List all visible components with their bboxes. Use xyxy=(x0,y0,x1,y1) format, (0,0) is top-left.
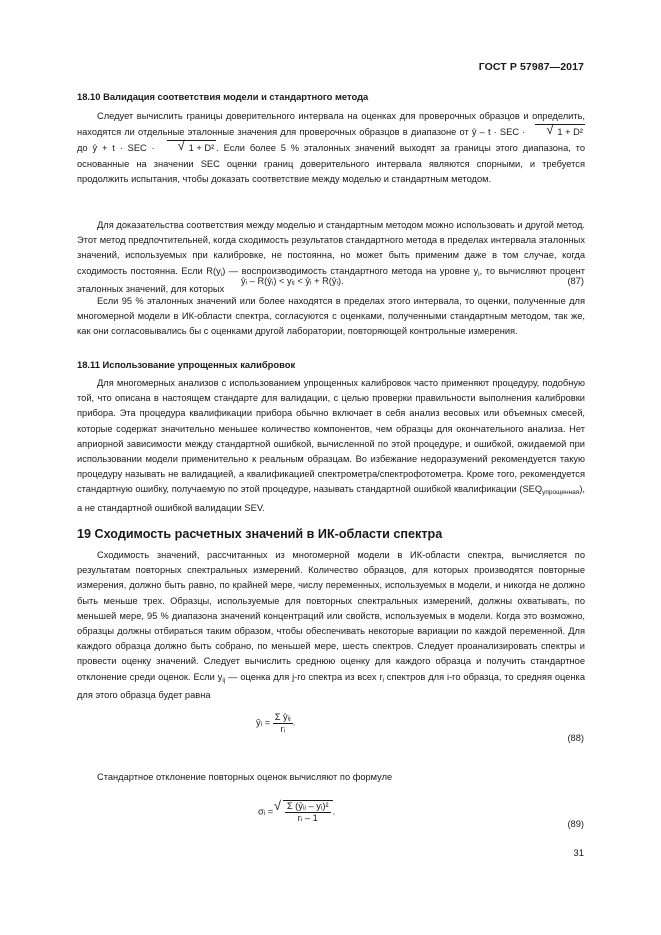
para-text-cont: ) — воспроизводимость стандартного метода на уровне y xyxy=(222,265,479,276)
eq88-fraction xyxy=(273,712,293,734)
eq89-numerator: √ Σ (ȳᵢⱼ – yᵢ)² xyxy=(286,801,329,811)
subscript: i xyxy=(220,270,223,278)
subscript: ij xyxy=(222,676,226,684)
para-text-cont-2: , то вычисляют процент эталонных значений, для которых xyxy=(77,265,586,294)
para-text: Сходимость значений, рассчитанных из многомерной модели в ИК-области спектра, вычисляется по результатам повторных спектральных измерений. Количество образцов, для которых производятся повторные измерения, должно быть равно, по крайней мере, числу переменных, используемых в модели, и никогда не должно быть меньше трех. Образцы, используемые для повторных спектральных измерений, должны охватывать, по меньшей мере, 95 % диапазона значений концентраций или свойств, используемых в модели. Когда это возможно, образцы должны отбираться таким образом, чтобы обеспечивать некоторые вариации по каждой переменной. Для каждого образца должно быть собрано, по меньшей мере, шесть спектров. Следует проанализировать спектры и провести оценку значений. Следует вычислить среднюю оценку для каждого образца и получить стандартное отклонение среди оценок. Если y xyxy=(77,550,585,682)
formula-radical: √ 1 + D² xyxy=(535,124,585,140)
para-text: Следует вычислить границы доверительного интервала на оценках для проверочных образцов и определить, находятся ли отдельные эталонные значения для проверочных образцов в диапазоне от xyxy=(77,111,585,138)
equation-87-number: (87) xyxy=(567,276,584,286)
subscript: i xyxy=(382,676,384,684)
eq88-lhs: ȳᵢ = xyxy=(256,717,271,728)
section-18-10-para-3: Если 95 % эталонных значений или более находятся в пределах этого интервала, то оценки, полученные для многомерной модели в ИК-области спектра, согласуются с оценками, полученными стандартным методом, так же, как они согласовывались бы с оценками другой лаборатории, повторяющей контрольные измерения. xyxy=(77,296,585,337)
section-19-para-2: Стандартное отклонение повторных оценок вычисляют по формуле xyxy=(97,772,393,782)
para-text-cont: . Если более 5 % эталонных значений выходят за границы этого диапазона, то основанные на значении SEC оценки границ доверительного интервала являются спорными, и требуется продолжить испытания, чтобы доказать соответствие между моделью и стандартным методом. xyxy=(77,143,586,184)
para-text: Для доказательства соответствия между моделью и стандартным методом можно использовать и другой метод. Этот метод предпочтительней, когда сходимость результатов стандартного метода в пределах интервала эталонных значений, используемых при калибровке, не постоянна, но может быть применим даже в том случае, когда сходимость постоянна. Если R(y xyxy=(77,220,585,276)
eq89-denominator: rᵢ – 1 xyxy=(297,813,318,823)
eq88-denominator: rᵢ xyxy=(280,724,286,734)
page-number: 31 xyxy=(573,848,584,859)
subscript: i xyxy=(478,270,480,278)
eq89-radical xyxy=(283,800,333,823)
equation-88: ȳᵢ = $\frac{\text{Σ ŷᵢⱼ}}{\text{rᵢ}}$ . xyxy=(256,712,296,734)
eq89-lhs: σᵢ = xyxy=(258,806,274,817)
section-18-11-title: 18.11 Использование упрощенных калибровок xyxy=(77,359,296,370)
equation-88-number: (88) xyxy=(567,733,584,743)
para-text: Для многомерных анализов с использованием упрощенных калибровок часто применяют процедуру, подобную той, что описана в настоящем стандарте для валидации, с целью проверки правильности выполнения калибровки прибора. Эта процедура квалификации прибора обычно включает в себя анализ весовых или объемных смесей, которые содержат значительно меньшее количество компонентов, чем образцы для окончательного анализа. Нет априорной зависимости между стандартной ошибкой, вычисленной по этой процедуре, и ошибкой, ожидаемой при использовании модели применительно к реальным образцам. Во избежание недоразумений рекомендуется такую процедуру называть не валидацией, а квалификацией спектрометра/спектрофотометра. Кроме того, рекомендуется стандартную ошибку, получаемую по этой процедуре, называть стандартной ошибкой квалификации (SEQ xyxy=(77,378,585,495)
section-18-11-para-1 xyxy=(77,376,585,516)
para-text-cont: ), а не стандартной ошибкой валидации SEV. xyxy=(77,484,585,513)
section-19-title: 19 Сходимость расчетных значений в ИК-области спектра xyxy=(77,527,443,541)
equation-89-number: (89) xyxy=(567,819,584,829)
equation-87: ŷᵢ – R(ŷᵢ) < yᵢⱼ < ŷᵢ + R(ŷᵢ). xyxy=(241,276,344,286)
equation-89: σᵢ = √ $\frac{\text{Σ (ȳᵢⱼ – yᵢ)²}}{\text{rᵢ – 1}}$ . xyxy=(258,800,335,823)
para-text-cont: — оценка для j-го спектра из всех r xyxy=(225,671,383,682)
para-text-cont-2: спектров для i-го образца, то средняя оценка для этого образца будет равна xyxy=(77,671,586,700)
section-19-para-1 xyxy=(77,548,585,703)
section-18-10-para-1 xyxy=(77,109,585,187)
formula-upper: до ŷ + t · SEC · xyxy=(77,143,155,154)
eq88-numerator: Σ ŷᵢⱼ xyxy=(274,712,291,722)
subscript: упрощенная xyxy=(542,489,580,497)
section-18-10-title: 18.10 Валидация соответствия модели и стандартного метода xyxy=(77,91,369,102)
formula-lower: ŷ – t · SEC · xyxy=(471,127,526,138)
eq89-fraction xyxy=(285,801,331,823)
standard-header: ГОСТ Р 57987—2017 xyxy=(478,61,584,73)
formula-radical-2: √ 1 + D² xyxy=(167,140,217,156)
